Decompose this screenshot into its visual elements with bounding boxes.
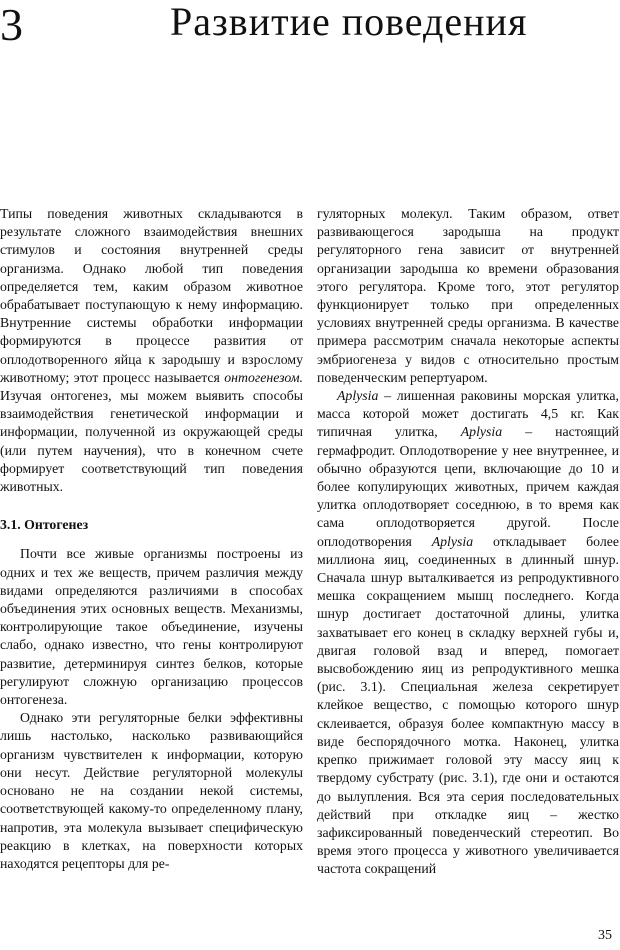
paragraph bbox=[0, 205, 303, 496]
species-name: Aplysia bbox=[460, 424, 503, 440]
species-name: Aplysia bbox=[431, 533, 474, 549]
paragraph: Однако эти регуляторные белки эффективны лишь настолько, насколько развивающийся организм чувствителен к информации, которую они несут. Действие регуляторной молекулы основано не на создании некой системы, соответствующей какому-то определенному плану, напротив, эта молекула вызывает специфическую реакцию в клетках, на поверхности которых находятся рецепторы для ре- bbox=[0, 710, 303, 871]
paragraph-text: откладывает более миллиона яиц, соединенных в длинный шнур. Сначала шнур выталкивается из репродуктивного мешка сокращением мышц последнего. Когда шнур достигает достаточной длины, улитка захватывает его конец в складку верхней губы и, двигая головой взад и вперед, помогает высвобождению яиц из репродуктивного мешка (рис. 3.1). Специальная железа секретирует клейкое вещество, с помощью которого шнур склеивается, образуя более компактную массу в виде беспорядочного мотка. Наконец, улитка крепко прижимает головой эту массу яиц к твердому субстрату (рис. 3.1), где они и остаются до вылупления. Вся эта серия последовательных действий при откладке яиц – жестко зафиксированный поведенческий стереотип. Во время этого процесса у животного увеличивается частота сокращений bbox=[317, 533, 619, 877]
paragraph: гуляторных молекул. Таким образом, ответ развивающегося зародыша на продукт регуляторного гена зависит от внутренней организации зародыша ко времени образования этого регулятора. Кроме того, этот регулятор функционирует только при определенных условиях внутренней среды организма. В качестве примера рассмотрим сначала некоторые аспекты эмбриогенеза у видов с относительно простым поведенческим репертуаром. bbox=[317, 206, 619, 385]
paragraph-text: Изучая онтогенез, мы можем выявить способы взаимодействия генетической информации и информации, полученной из окружающей среды (или путем научения), что в конечном счете формирует соответствующий тип поведения животных. bbox=[0, 388, 303, 495]
page-number: 35 bbox=[598, 928, 612, 943]
section-heading: 3.1. Онтогенез bbox=[0, 517, 89, 533]
species-name: Aplysia bbox=[337, 388, 379, 404]
right-column bbox=[317, 205, 619, 879]
paragraph: Почти все живые организмы построены из одних и тех же веществ, причем различия между видами определяются различиями в способах объединения этих основных веществ. Механизмы, контролирующие такое объединение, изучены слабо, однако известно, что гены контролируют развитие, детерминируя синтез белков, которые регулируют сложную организацию процессов онтогенеза. bbox=[0, 546, 303, 708]
left-column bbox=[0, 205, 303, 873]
paragraph-text: – настоящий гермафродит. Оплодотворение у нее внутреннее, и обычно образуются цепи, включающие до 10 и более копулирующих животных, причем каждая улитка оплодотворяет соседнюю, в то время как сама оплодотворяется другой. После оплодотворения bbox=[317, 424, 619, 549]
paragraph-text: – лишенная раковины морская улитка, масса которой может достигать 4,5 кг. Как типичная улитка, bbox=[317, 388, 619, 440]
term: онтогенезом. bbox=[224, 369, 303, 385]
paragraph bbox=[317, 387, 619, 878]
chapter-number: 3 bbox=[0, 0, 23, 50]
chapter-title: Развитие поведения bbox=[170, 0, 528, 44]
paragraph-text: Типы поведения животных складываются в результате сложного взаимодействия внешних стимулов и состояния внутренней среды организма. Однако любой тип поведения определяется тем, каким образом животное обрабатывает поступающую к нему информацию. Внутренние системы обработки информации формируются в процессе развития от оплодотворенного яйца к зародышу и взрослому животному; этот процесс называется bbox=[0, 206, 303, 385]
